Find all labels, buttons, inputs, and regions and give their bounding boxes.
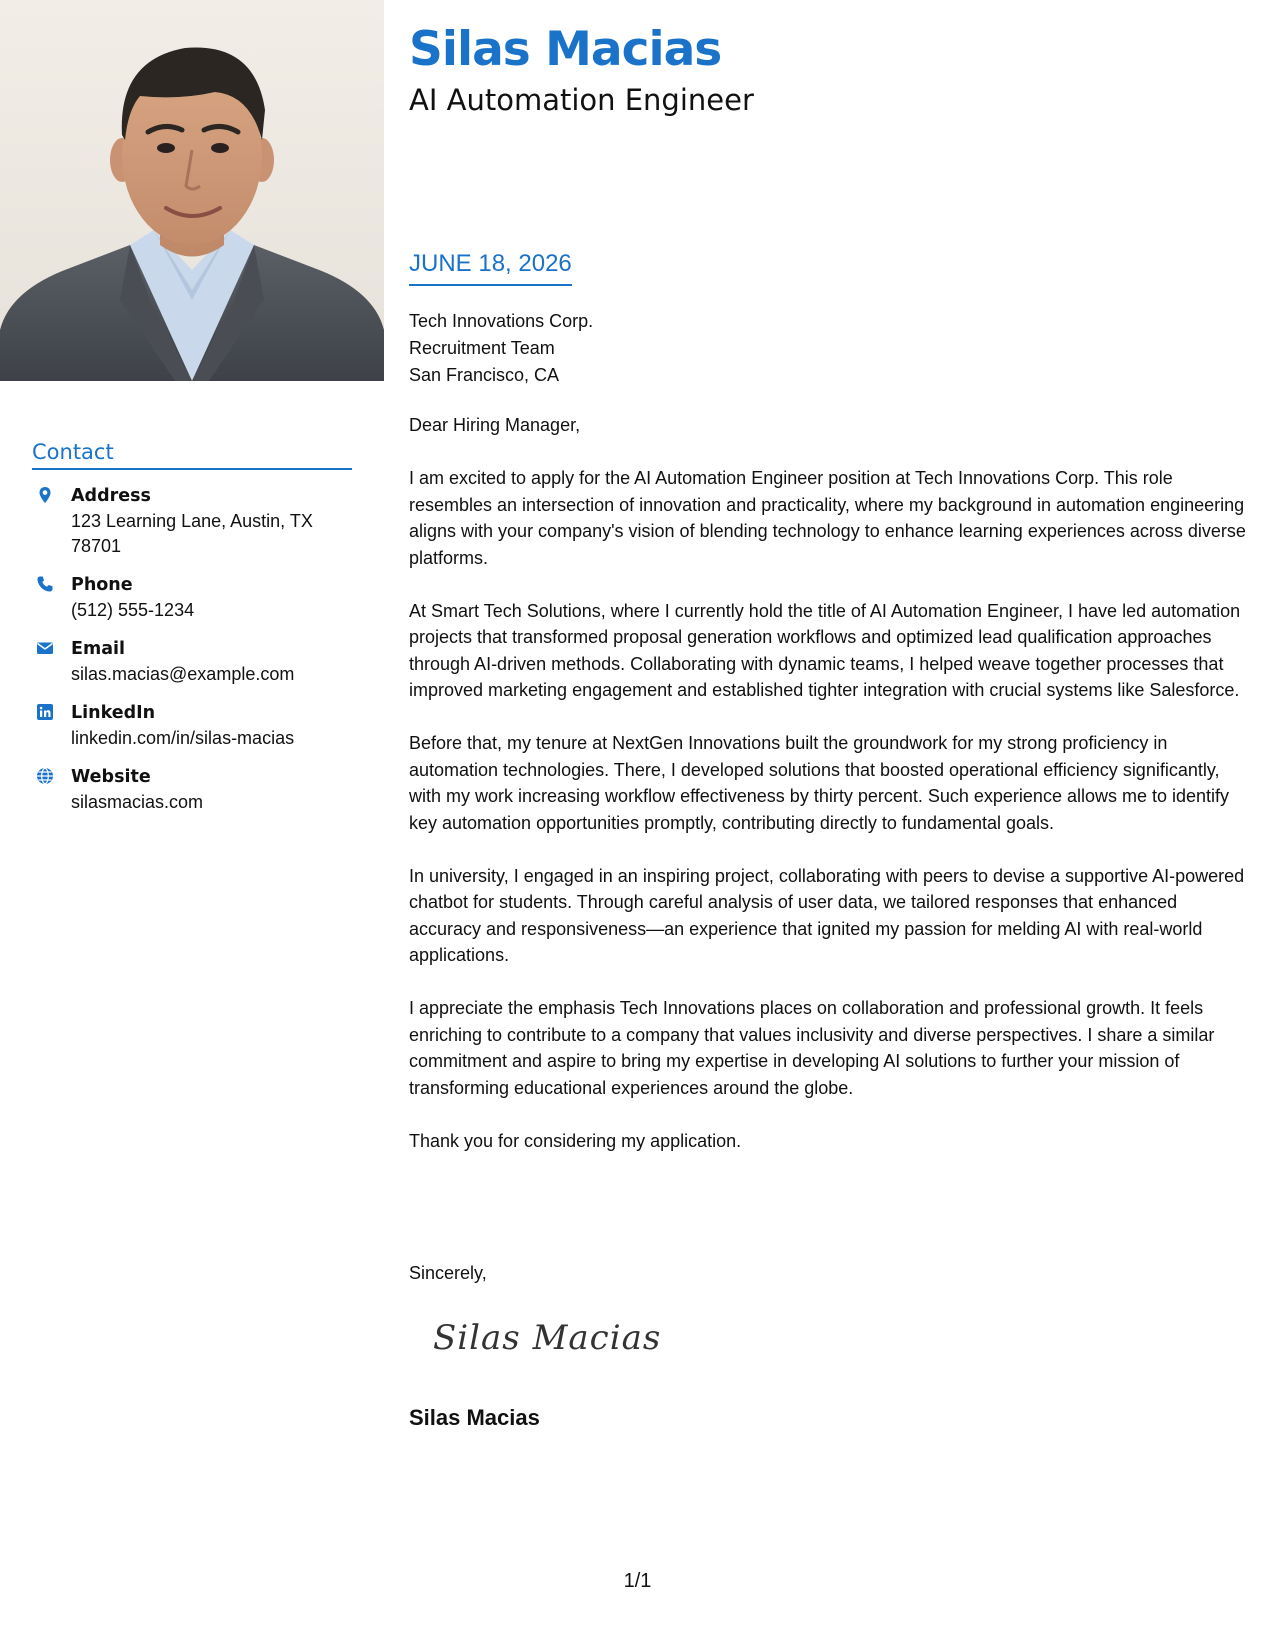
email-value: silas.macias@example.com: [71, 664, 295, 684]
phone-value: (512) 555-1234: [71, 600, 195, 620]
paragraph: Thank you for considering my application.: [409, 1130, 742, 1151]
portrait-photo: [0, 0, 384, 381]
contact-label: LinkedIn: [71, 703, 156, 723]
greeting: Dear Hiring Manager,: [409, 415, 581, 435]
job-title: AI Automation Engineer: [409, 83, 754, 117]
contact-label: Phone: [71, 575, 133, 595]
recipient-location: San Francisco, CA: [409, 365, 560, 385]
contact-address: [32, 484, 352, 559]
sidebar: [0, 0, 384, 1650]
website-value: silasmacias.com: [71, 792, 204, 812]
letter-body: [409, 412, 1249, 1181]
recipient-team: Recruitment Team: [409, 338, 555, 358]
contact-label: Website: [71, 767, 151, 787]
linkedin-icon: [36, 703, 54, 721]
linkedin-value: linkedin.com/in/silas-macias: [71, 728, 295, 748]
paragraph: I am excited to apply for the AI Automation Engineer position at Tech Innovations Corp. This role resembles an intersection of innovation and practicality, where my background in automation engineering aligns with your company's vision of blending technology to enhance learning experiences across diverse platforms.: [409, 468, 1246, 568]
paragraph: Before that, my tenure at NextGen Innovations built the groundwork for my strong proficiency in automation technologies. There, I developed solutions that boosted operational efficiency significantly, with my work increasing workflow effectiveness by thirty percent. Such experience allows me to identify key automation opportunities promptly, contributing directly to fundamental goals.: [409, 733, 1230, 833]
paragraph: At Smart Tech Solutions, where I currently hold the title of AI Automation Engineer, I have led automation projects that transformed proposal generation workflows and optimized lead qualification approaches through AI-driven methods. Collaborating with dynamic teams, I helped weave together processes that improved marketing engagement and established tighter integration with crucial systems like Salesforce.: [409, 600, 1241, 700]
candidate-name: Silas Macias: [409, 22, 722, 77]
paragraph: In university, I engaged in an inspiring project, collaborating with peers to devise a supportive AI-powered chatbot for students. Through careful analysis of user data, we tailored responses that enhanced accuracy and responsiveness—an experience that ignited my passion for melding AI with real-world applications.: [409, 865, 1245, 965]
contact-website: [32, 765, 352, 815]
contact-phone: [32, 573, 352, 623]
profile-photo: [0, 0, 384, 381]
contact-label: Address: [71, 486, 151, 506]
recipient-company: Tech Innovations Corp.: [409, 311, 594, 331]
letter-date: JUNE 18, 2026: [409, 250, 572, 286]
address-value: 123 Learning Lane, Austin, TX 78701: [71, 511, 313, 556]
envelope-icon: [36, 639, 54, 657]
contact-label: Email: [71, 639, 125, 659]
phone-icon: [36, 575, 54, 593]
handwritten-signature: Silas Macias: [433, 1318, 662, 1358]
closing: Sincerely,: [409, 1263, 487, 1283]
contact-linkedin: [32, 701, 352, 751]
signed-name: Silas Macias: [409, 1405, 540, 1430]
contact-email: [32, 637, 352, 687]
page-number: 1/1: [623, 1570, 652, 1592]
map-pin-icon: [36, 486, 54, 504]
globe-icon: [36, 767, 54, 785]
contact-section: [32, 440, 352, 829]
recipient-block: [409, 308, 593, 389]
contact-heading: Contact: [32, 440, 352, 470]
paragraph: I appreciate the emphasis Tech Innovations places on collaboration and professional growth. It feels enriching to contribute to a company that values inclusivity and diverse perspectives. I share a similar commitment and aspire to bring my expertise in developing AI solutions to further your mission of transforming educational experiences around the globe.: [409, 998, 1215, 1098]
